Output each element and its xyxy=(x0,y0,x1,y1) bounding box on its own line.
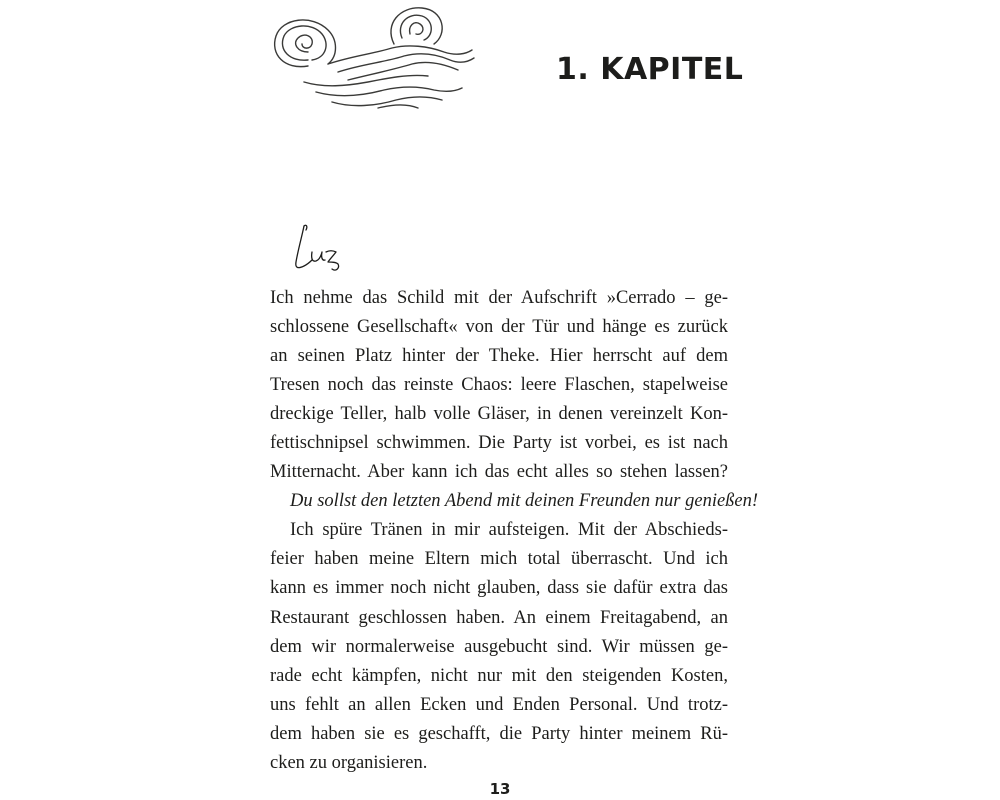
italic-thought-line: Du sollst den letzten Abend mit deinen Freunden nur genießen! xyxy=(290,491,759,512)
body-line: rade echt kämpfen, nicht nur mit den steigenden Kosten, xyxy=(270,665,728,686)
body-line: schlossene Gesellschaft« von der Tür und hänge es zurück xyxy=(270,317,728,338)
body-line: cken zu organisieren. xyxy=(270,752,428,773)
body-line: uns fehlt an allen Ecken und Enden Personal. Und trotz- xyxy=(270,694,728,715)
body-line: feier haben meine Eltern mich total überrascht. Und ich xyxy=(270,549,728,570)
body-line: dreckige Teller, halb volle Gläser, in denen vereinzelt Kon- xyxy=(270,404,728,425)
chapter-title: 1. KAPITEL xyxy=(556,52,744,87)
body-line: kann es immer noch nicht glauben, dass sie dafür extra das xyxy=(270,578,728,599)
page-number: 13 xyxy=(489,780,511,798)
body-line: Tresen noch das reinste Chaos: leere Flaschen, stapelweise xyxy=(270,375,728,396)
body-line: an seinen Platz hinter der Theke. Hier herrscht auf dem xyxy=(270,346,728,367)
narrator-signature-luz xyxy=(290,222,354,272)
body-line: dem haben sie es geschafft, die Party hinter meinem Rü- xyxy=(270,723,728,744)
body-line: dem wir normalerweise ausgebucht sind. Wir müssen ge- xyxy=(270,636,728,657)
body-line: Restaurant geschlossen haben. An einem Freitagabend, an xyxy=(270,607,728,628)
chapter-body-text xyxy=(270,284,759,778)
body-line: Ich nehme das Schild mit der Aufschrift »Cerrado – ge- xyxy=(270,288,728,308)
body-line: Mitternacht. Aber kann ich das echt alles so stehen lassen? xyxy=(270,462,728,483)
body-line: Ich spüre Tränen in mir aufsteigen. Mit der Abschieds- xyxy=(290,520,728,541)
body-line: fettischnipsel schwimmen. Die Party ist vorbei, es ist nach xyxy=(270,433,728,454)
wave-swirl-ornament-icon xyxy=(268,4,478,112)
